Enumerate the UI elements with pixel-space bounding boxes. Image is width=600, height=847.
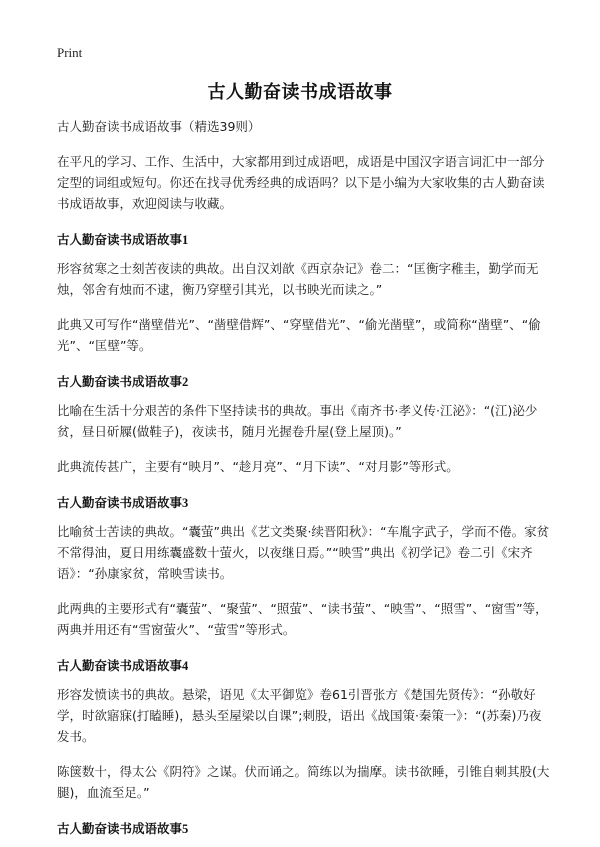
story-heading-text: 古人勤奋读书成语故事 [57,374,183,389]
page-title: 古人勤奋读书成语故事 [207,82,393,103]
print-link[interactable]: Print [57,45,83,60]
story-section-5 [57,819,551,839]
story-number: 5 [182,822,189,836]
story-paragraph: 比喻在生活十分艰苦的条件下坚持读书的典故。事出《南齐书·孝义传·江泌》：“(江)泌少贫，昼日斫屧(做鞋子)，夜读书，随月光握卷升屋(登上屋顶)。” [57,403,538,439]
story-number: 1 [182,233,189,247]
story-heading-text: 古人勤奋读书成语故事 [57,232,183,247]
story-heading-text: 古人勤奋读书成语故事 [57,495,183,510]
story-paragraph: 比喻贫士苦读的典故。“囊萤”典出《艺文类聚·续晋阳秋》：“车胤字武子，学而不倦。家贫不常得油，夏日用练囊盛数十萤火，以夜继日焉。”“映雪”典出《初学记》卷二引《宋齐语》：“孙康家贫，常映雪读书。 [57,524,550,581]
story-heading [57,493,551,513]
story-heading [57,656,551,676]
story-heading-text: 古人勤奋读书成语故事 [57,821,183,836]
story-heading [57,230,551,250]
intro-paragraph: 在平凡的学习、工作、生活中，大家都用到过成语吧，成语是中国汉字语言词汇中一部分定型的词组或短句。你还在找寻优秀经典的成语吗？以下是小编为大家收集的古人勤奋读书成语故事，欢迎阅读与收藏。 [57,154,545,211]
story-number: 3 [182,496,189,510]
story-paragraph: 形容贫寒之士刻苦夜读的典故。出自汉刘歆《西京杂记》卷二：“匡衡字稚圭，勤学而无烛，邻舍有烛而不逮，衡乃穿壁引其光，以书映光而读之。” [57,261,539,297]
article-subtitle: 古人勤奋读书成语故事（精选39则） [57,119,261,134]
story-section-2 [57,372,551,477]
story-paragraph: 陈箧数十，得太公《阴符》之谋。伏而诵之。简练以为揣摩。读书欲睡，引锥自刺其股(大腿)，血流至足。” [57,764,550,800]
story-section-3 [57,493,551,640]
story-number: 4 [182,659,189,673]
article-body [57,116,551,847]
story-section-1 [57,230,551,356]
story-heading [57,372,551,392]
story-paragraph: 此典又可写作“凿壁借光”、“凿壁借辉”、“穿壁借光”、“偷光凿壁”，或简称“凿壁”、“偷光”、“匡壁”等。 [57,317,541,353]
story-paragraph: 形容发愤读书的典故。悬梁，语见《太平御览》卷61引晋张方《楚国先贤传》：“孙敬好学，时欲寤寐(打瞌睡)，悬头至屋梁以自课”;刺股，语出《战国策·秦策一》：“(苏秦)乃夜发书。 [57,687,542,744]
story-heading [57,819,551,839]
story-section-4 [57,656,551,803]
story-paragraph: 此典流传甚广，主要有“映月”、“趁月亮”、“月下读”、“对月影”等形式。 [57,459,459,474]
story-paragraph: 此两典的主要形式有“囊萤”、“聚萤”、“照萤”、“读书萤”、“映雪”、“照雪”、“窗雪”等，两典并用还有“雪窗萤火”、“萤雪”等形式。 [57,601,548,637]
story-heading-text: 古人勤奋读书成语故事 [57,658,183,673]
story-number: 2 [182,375,189,389]
